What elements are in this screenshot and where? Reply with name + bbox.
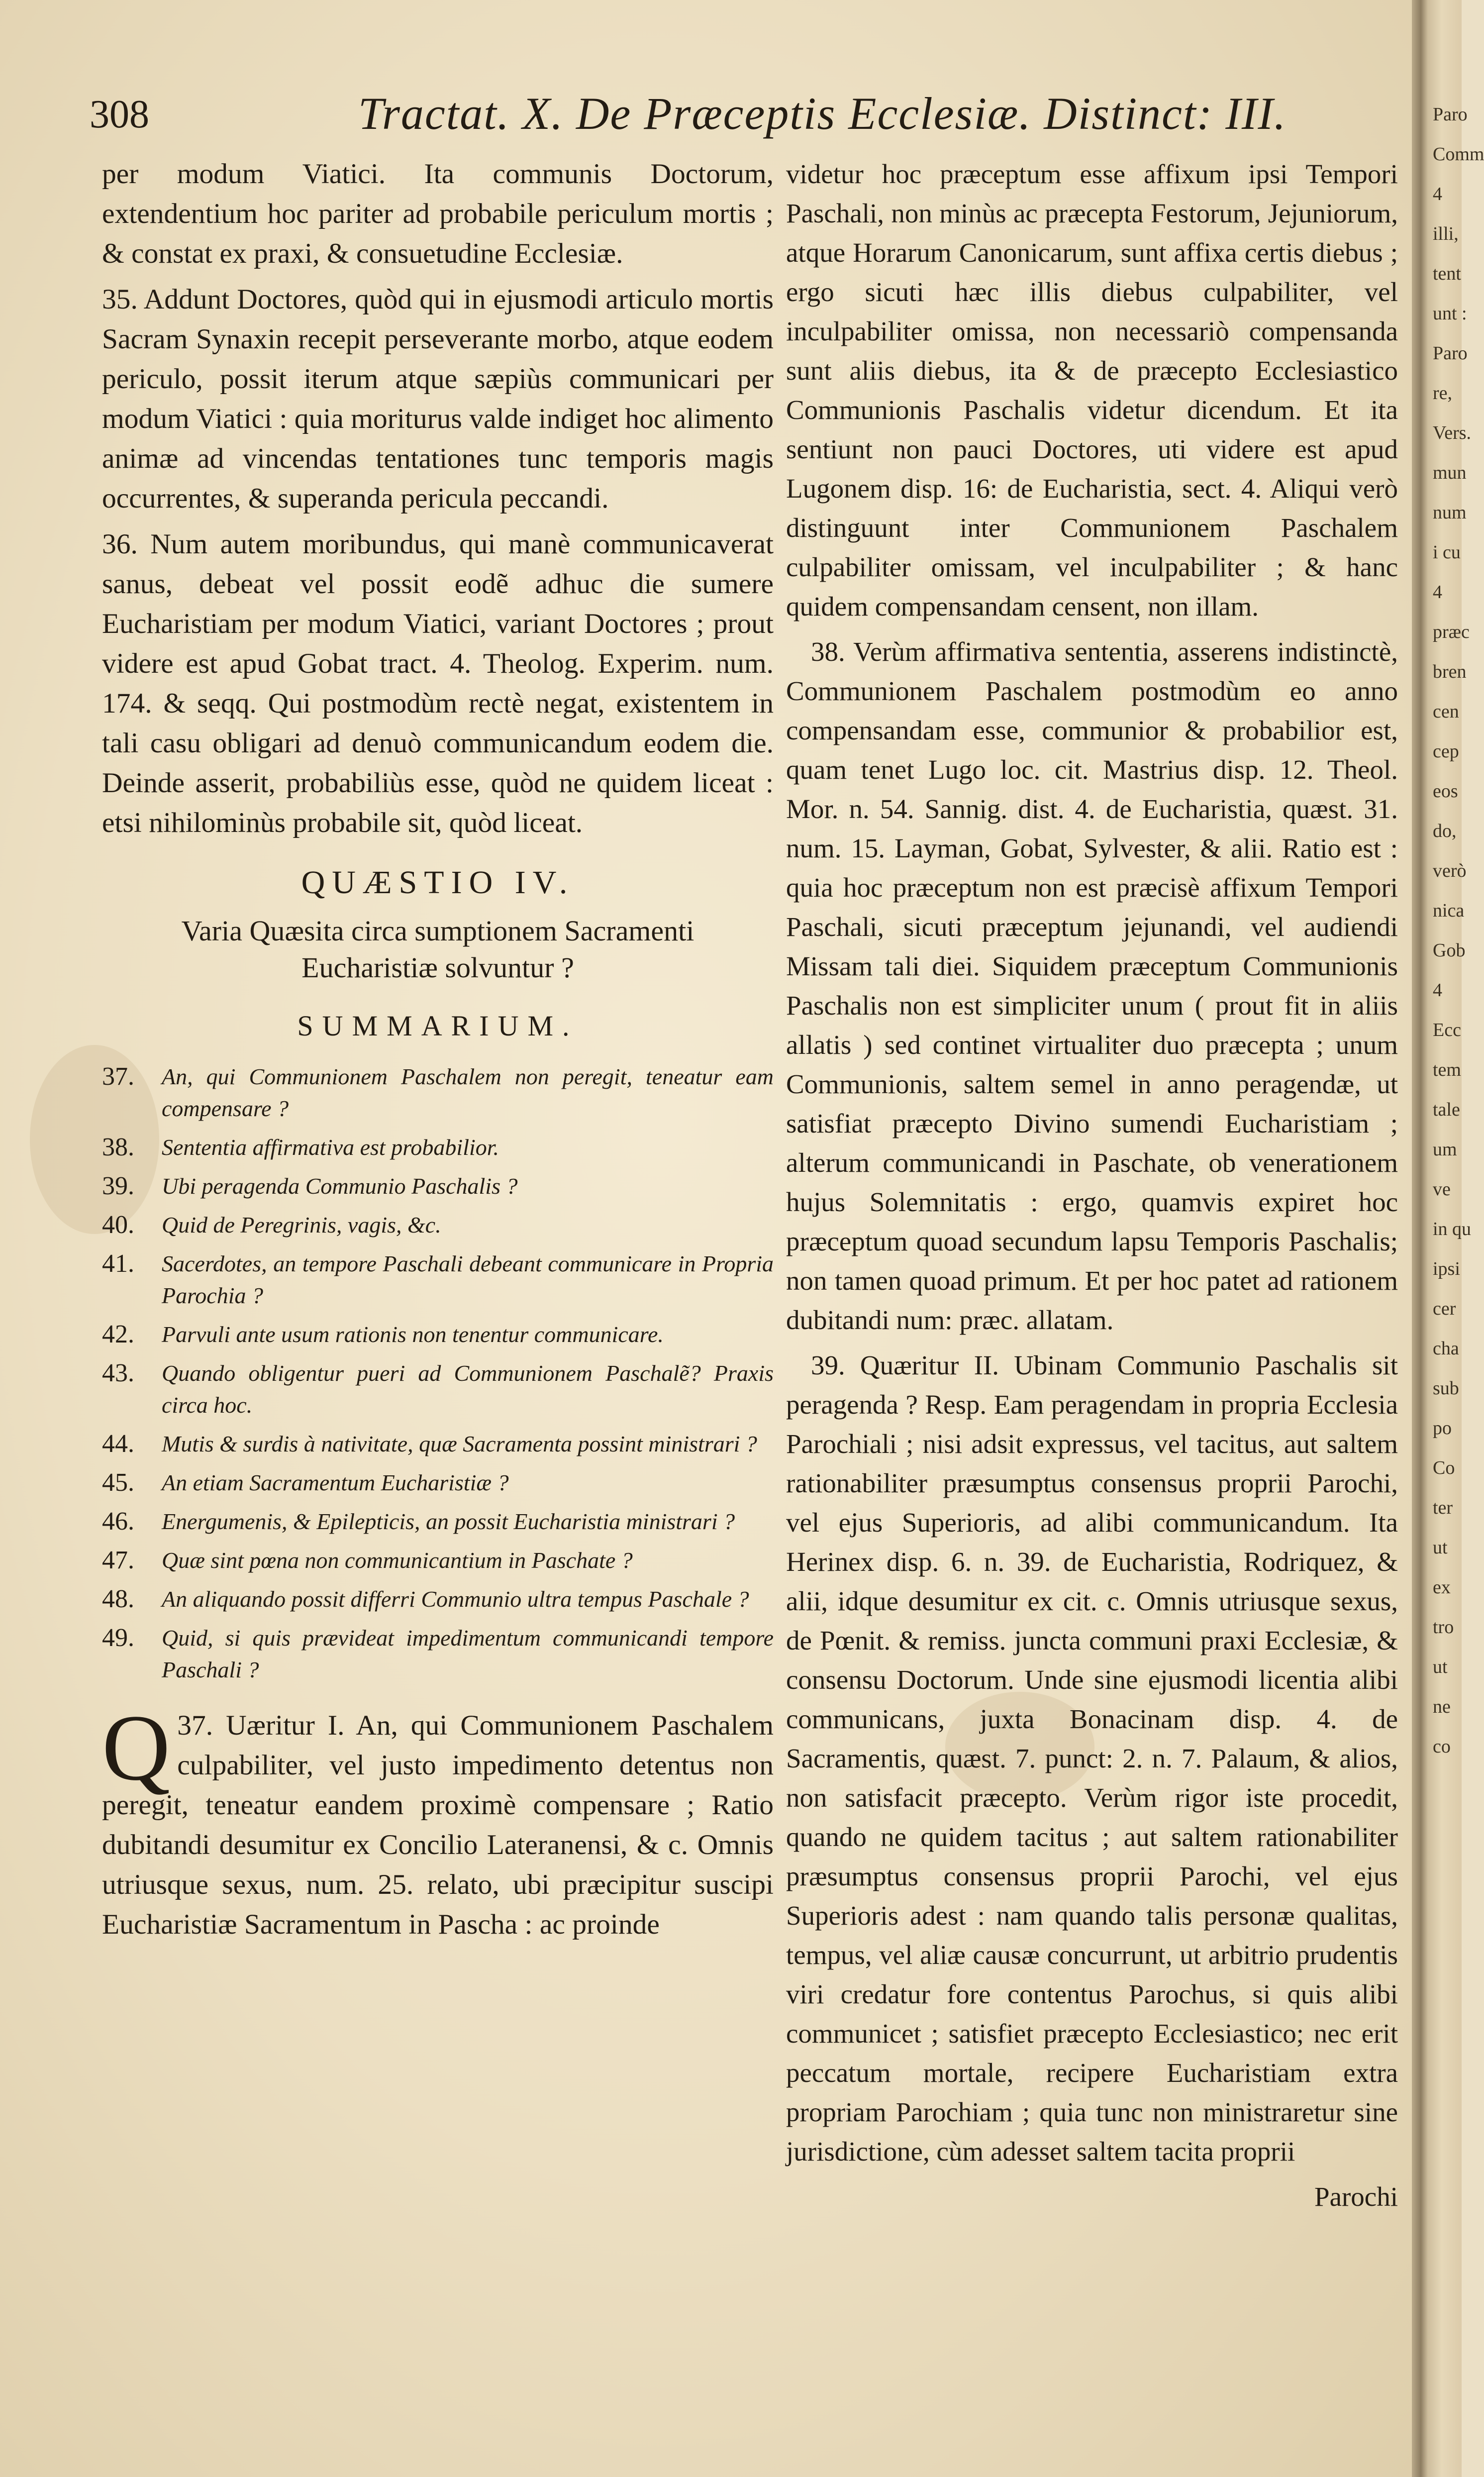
next-page-fragment: præc — [1433, 621, 1470, 642]
next-page-fragment: verò — [1433, 860, 1467, 881]
summary-text: Quid, si quis prævideat impedimentum communicandi tempore Paschali ? — [162, 1625, 774, 1682]
summary-item — [102, 1061, 774, 1125]
paragraph: 38. Verùm affirmativa sententia, asserens indistinctè, Communionem Paschalem postmodùm eo anno compensandam esse, communior & probabilior est, quam tenet Lugo loc. cit. Mastrius disp. 12. Theol. Mor. n. 54. Sannig. dist. 4. de Eucharistia, quæst. 31. num. 15. Layman, Gobat, Sylvester, & alii. Ratio est : quia hoc præceptum non est præcisè affixum Tempori Paschali, sicuti præceptum jejunandi, vel audiendi Missam tali diei. Siquidem præceptum Communionis Paschalis non est simpliciter unum ( prout fit in aliis allatis ) sed continet virtualiter duo præcepta ; unum Communionis, saltem semel in anno peragendæ, ut satisfiat præcepto Divino sumendi Eucharistiam ; alterum communicandi in Paschate, ob venerationem hujus Solemnitatis : ergo, quamvis expiret hoc præceptum quoad secundum lapsu Temporis Paschalis; non tamen quoad primum. Et per hoc patet ad rationem dubitandi num: præc. allatam. — [786, 636, 1398, 1335]
summary-text: Quæ sint pœna non communicantium in Paschate ? — [162, 1548, 633, 1573]
next-page-fragment: sub — [1433, 1378, 1459, 1399]
summary-item — [102, 1248, 774, 1312]
summary-number: 39. — [102, 1172, 134, 1200]
summary-item — [102, 1319, 774, 1350]
next-page-fragment: cen — [1433, 701, 1459, 722]
summary-item — [102, 1132, 774, 1163]
next-page-fragment: num — [1433, 502, 1467, 523]
next-page-fragment: bren — [1433, 661, 1467, 682]
next-page-fragment: i cu — [1433, 542, 1461, 563]
paragraph: 36. Num autem moribundus, qui manè communicaverat sanus, debeat vel possit eodẽ adhuc die sumere Eucharistiam per modum Viatici, variant Doctores ; prout videre est apud Gobat tract. 4. Theolog. Experim. num. 174. & seqq. Qui postmodùm rectè negat, existentem in tali casu obligari ad denuò communicandum eodem die. Deinde asserit, probabiliùs esse, quòd ne quidem liceat : etsi nihilominùs probabile sit, quòd liceat. — [102, 528, 774, 838]
next-page-fragment: Co — [1433, 1457, 1455, 1478]
next-page-fragment: co — [1433, 1736, 1451, 1757]
summary-item — [102, 1545, 774, 1576]
next-page-fragment: 4 — [1433, 980, 1442, 1001]
next-page-fragment: Paro — [1433, 104, 1468, 125]
summary-item — [102, 1583, 774, 1615]
summary-number: 49. — [102, 1624, 134, 1652]
summary-number: 42. — [102, 1320, 134, 1348]
next-page-fragment: ipsi — [1433, 1258, 1460, 1279]
paragraph: 35. Addunt Doctores, quòd qui in ejusmodi articulo mortis Sacram Synaxin recepit perseverante morbo, atque eodem periculo, possit iterum atque sæpiùs communicari per modum Viatici : quia moriturus valde indiget hoc alimento animæ ad vincendas tentationes tunc temporis magis occurrentes, & superanda pericula peccandi. — [102, 284, 774, 514]
paragraph: 39. Quæritur II. Ubinam Communio Paschalis sit peragenda ? Resp. Eam peragendam in propria Ecclesia Parochiali ; nisi adsit expressus, vel tacitus, aut saltem rationabiliter præsumptus consensus proprii Parochi, vel ejus Superioris, ad alibi communicandum. Ita Herinex disp. 6. n. 39. de Eucharistia, Rodriquez, & alii, idque desumitur ex cit. c. Omnis utriusque sexus, de Pœnit. & remiss. juncta communi praxi Ecclesiæ, & consensu Doctorum. Unde sine ejusmodi licentia alibi communicans, juxta Bonacinam disp. 4. de Sacramentis, quæst. 7. punct: 2. n. 7. Palaum, & alios, non satisfacit præcepto. Verùm rigor iste procedit, quando ne quidem tacitus ; aut saltem rationabiliter præsumptus consensus proprii Parochi, vel ejus Superioris adest : nam quando talis personæ qualitas, tempus, vel aliæ causæ concurrunt, ut arbitrio prudentis viri credatur fore contentus Parochus, si quis alibi communicet ; satisfiet præcepto Ecclesiastico; nec erit peccatum mortale, recipere Eucharistiam extra propriam Parochiam ; quia tunc non ministraretur sine jurisdictione, cùm adesset saltem tacita proprii — [786, 1350, 1398, 2167]
next-page-fragment: in qu — [1433, 1219, 1472, 1239]
summary-text: An, qui Communionem Paschalem non peregit, teneatur eam compensare ? — [162, 1064, 774, 1121]
summary-number: 40. — [102, 1211, 134, 1239]
next-page-fragment: ex — [1433, 1577, 1451, 1598]
next-page-fragment: ve — [1433, 1179, 1451, 1200]
next-page-fragment: tro — [1433, 1617, 1454, 1638]
page-header — [90, 87, 1363, 152]
next-page-fragment: 4 — [1433, 184, 1442, 205]
summarium-list — [102, 1061, 774, 1686]
quaestio-subtitle: Varia Quæsita circa sumptionem Sacramenti Eucharistiæ solvuntur ? — [181, 915, 694, 984]
summary-number: 41. — [102, 1249, 134, 1278]
summary-item — [102, 1506, 774, 1538]
summary-item — [102, 1622, 774, 1686]
next-page-fragment: um — [1433, 1139, 1457, 1160]
summary-text: Sacerdotes, an tempore Paschali debeant communicare in Propria Parochia ? — [162, 1251, 774, 1308]
summary-number: 47. — [102, 1546, 134, 1574]
summary-item — [102, 1467, 774, 1499]
summary-number: 48. — [102, 1585, 134, 1613]
next-page-fragment: eos — [1433, 781, 1458, 802]
summary-text: Energumenis, & Epilepticis, an possit Eucharistia ministrari ? — [162, 1509, 735, 1534]
summary-number: 43. — [102, 1359, 134, 1387]
summary-number: 44. — [102, 1430, 134, 1458]
next-page-fragment: Vers. — [1433, 422, 1472, 443]
paragraph-number: 37. — [177, 1710, 213, 1741]
paragraph-37 — [102, 1696, 774, 1945]
next-page-fragment: tent — [1433, 263, 1461, 284]
summarium-title: SUMMARIUM. — [297, 1010, 579, 1042]
next-page-fragment: Gob — [1433, 940, 1466, 961]
next-page-fragment: Comm — [1433, 144, 1484, 165]
paragraph: videtur hoc præceptum esse affixum ipsi Tempori Paschali, non minùs ac præcepta Festorum, Jejuniorum, atque Horarum Canonicarum, sunt affixa certis diebus ; ergo sicuti hæc illis diebus culpabiliter, vel inculpabiliter omissa, non necessariò compensanda sunt aliis diebus, ita & de præcepto Ecclesiastico Communionis Paschalis videtur dicendum. Et ita sentiunt non pauci Doctores, uti videre est apud Lugonem disp. 16: de Eucharistia, sect. 4. Aliqui verò distinguunt inter Communionem Paschalem culpabiliter omissam, vel inculpabiliter ; & hanc quidem compensandam censent, non illam. — [786, 159, 1398, 621]
summary-text: An aliquando possit differri Communio ultra tempus Paschale ? — [162, 1586, 749, 1612]
left-column — [102, 154, 774, 1951]
next-page-fragment: unt : — [1433, 303, 1467, 324]
next-page-fragment: ut — [1433, 1537, 1448, 1558]
summary-number: 38. — [102, 1133, 134, 1161]
paragraph-text: Uæritur I. An, qui Communionem Paschalem culpabiliter, vel justo impedimento detentus non peregit, teneatur eandem proximè compensare ; Ratio dubitandi desumitur ex Concilio Lateranensi, & c. Omnis utriusque sexus, num. 25. relato, ubi præcipitur suscipi Eucharistiæ Sacramentum in Pascha : ac proinde — [102, 1710, 774, 1940]
summary-number: 45. — [102, 1468, 134, 1497]
quaestio-title: QUÆSTIO IV. — [301, 864, 575, 901]
drop-capital: Q — [102, 1696, 171, 1800]
next-page-fragment: cep — [1433, 741, 1459, 762]
running-title: Tractat. X. De Præceptis Ecclesiæ. Distinct: III. — [358, 88, 1287, 139]
next-page-fragment: cha — [1433, 1338, 1459, 1359]
next-page-fragment: mun — [1433, 462, 1467, 483]
summary-text: Parvuli ante usum rationis non tenentur communicare. — [162, 1322, 664, 1347]
next-page-fragment: ne — [1433, 1696, 1451, 1717]
next-page-fragment: tale — [1433, 1099, 1460, 1120]
next-page-fragment: illi, — [1433, 223, 1459, 244]
next-page-fragment: re, — [1433, 383, 1453, 404]
summary-text: Mutis & surdis à nativitate, quæ Sacramenta possint ministrari ? — [162, 1431, 757, 1456]
next-page-fragment: 4 — [1433, 582, 1442, 603]
page-number: 308 — [90, 93, 149, 136]
catchword: Parochi — [1314, 2181, 1398, 2212]
next-page-fragment: nica — [1433, 900, 1465, 921]
summary-item — [102, 1209, 774, 1241]
right-column — [786, 154, 1398, 2222]
next-page-fragment: tem — [1433, 1059, 1461, 1080]
summary-text: Quando obligentur pueri ad Communionem Paschalẽ? Praxis circa hoc. — [162, 1360, 774, 1418]
summary-number: 37. — [102, 1062, 134, 1091]
next-page-fragment: Paro — [1433, 343, 1468, 364]
summary-item — [102, 1428, 774, 1460]
next-page-fragment: Ecc — [1433, 1020, 1461, 1040]
summary-number: 46. — [102, 1507, 134, 1536]
summary-item — [102, 1170, 774, 1202]
summary-text: Sententia affirmativa est probabilior. — [162, 1135, 499, 1160]
next-page-edge — [1433, 95, 1484, 2408]
next-page-fragment: ut — [1433, 1656, 1448, 1677]
next-page-fragment: do, — [1433, 821, 1457, 841]
summary-item — [102, 1357, 774, 1421]
summary-text: An etiam Sacramentum Eucharistiæ ? — [162, 1470, 509, 1495]
summary-text: Quid de Peregrinis, vagis, &c. — [162, 1212, 441, 1238]
next-page-fragment: ter — [1433, 1497, 1453, 1518]
paragraph: per modum Viatici. Ita communis Doctorum, extendentium hoc pariter ad probabile periculum mortis ; & constat ex praxi, & consuetudine Ecclesiæ. — [102, 158, 774, 269]
next-page-fragment: po — [1433, 1418, 1452, 1439]
summary-text: Ubi peragenda Communio Paschalis ? — [162, 1173, 518, 1199]
next-page-fragment: cer — [1433, 1298, 1456, 1319]
